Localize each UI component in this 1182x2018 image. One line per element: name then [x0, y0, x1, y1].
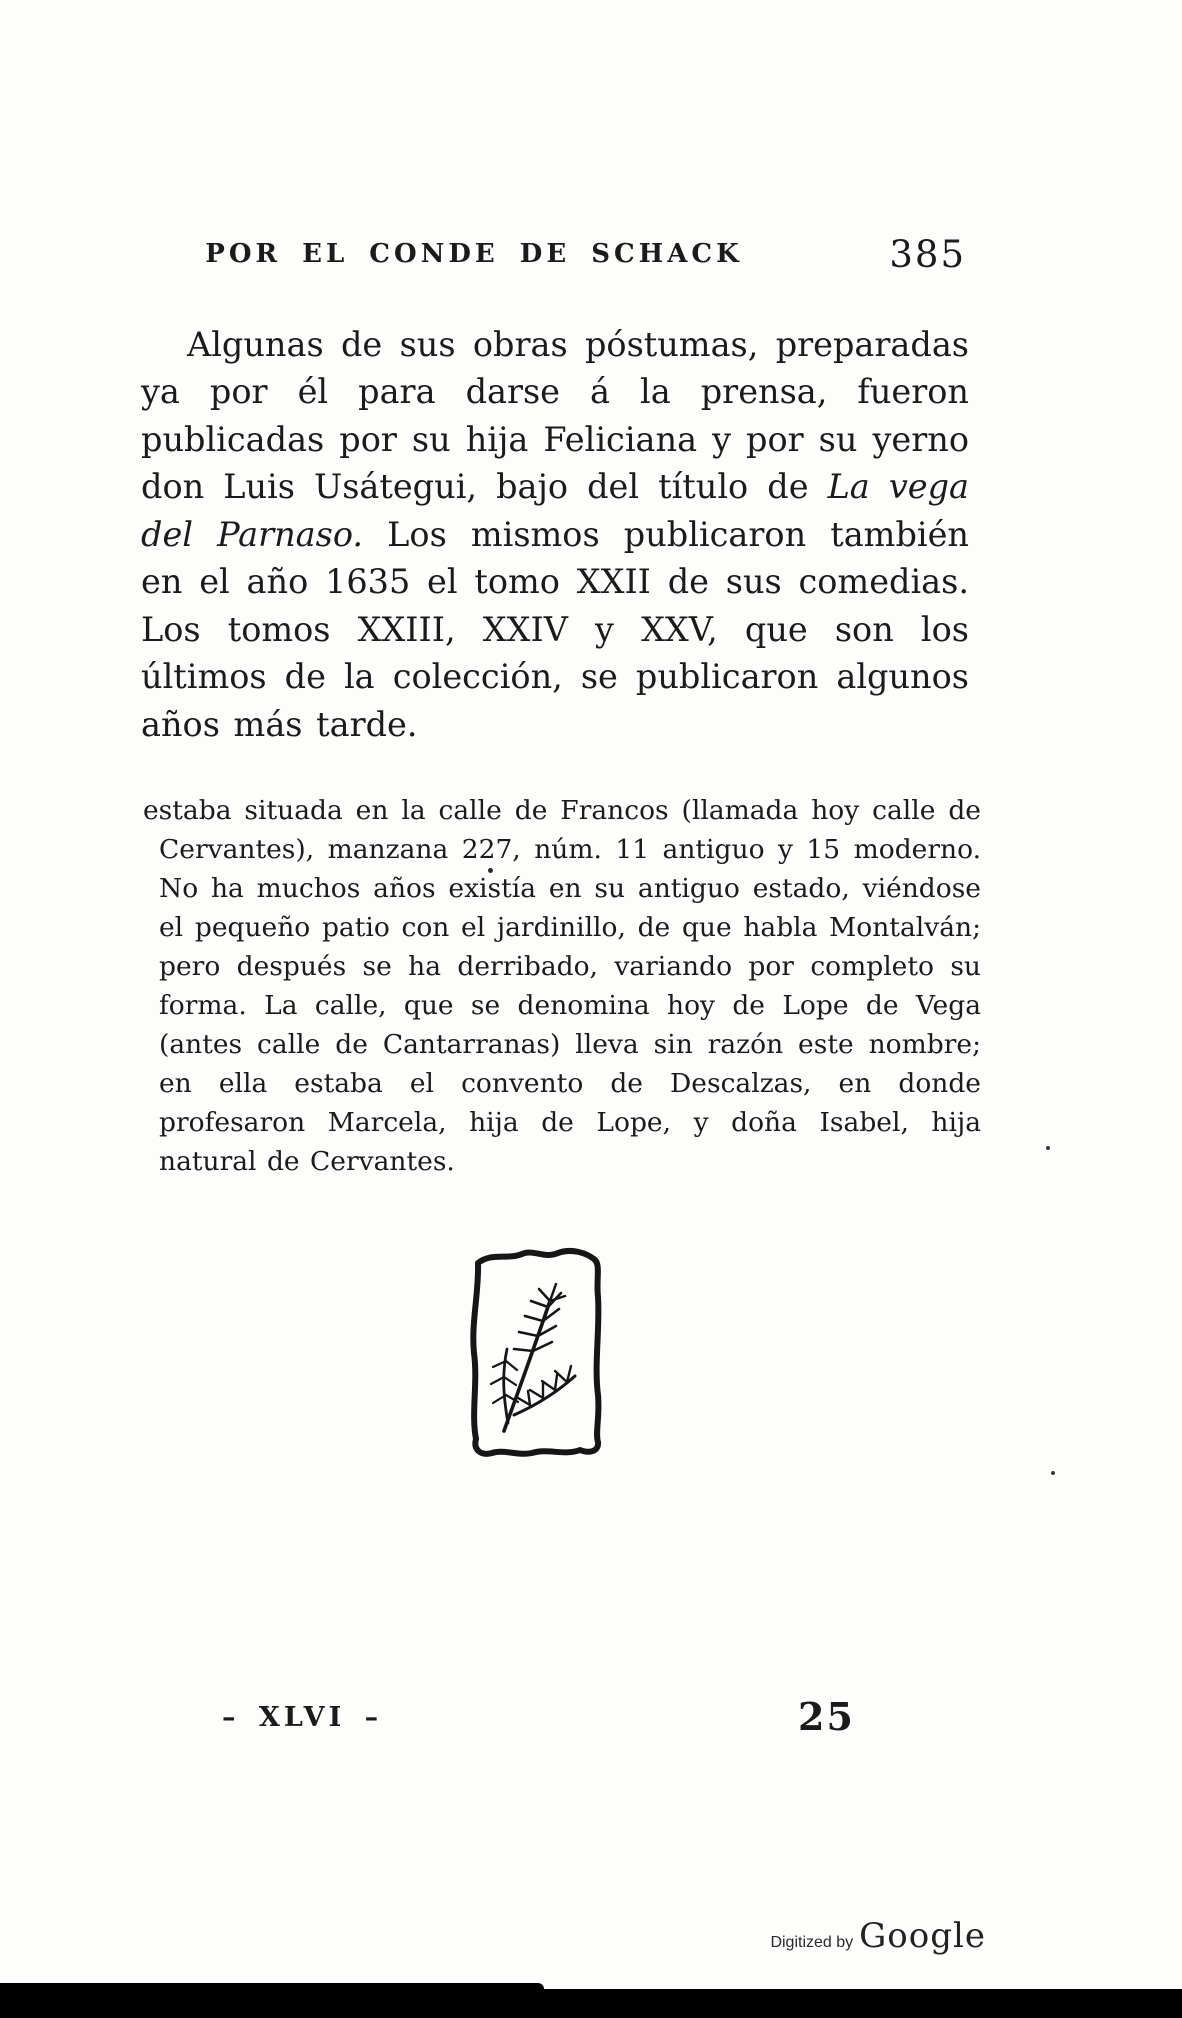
scan-edge-bottom	[0, 1989, 1182, 2018]
ornament-frame	[473, 1251, 598, 1454]
footer-signature: – XLVI –	[222, 1702, 383, 1733]
footnote-text: estaba situada en la calle de Francos (llamada hoy calle de Cervantes), manzana 227, núm. 11 antiguo y 15 moderno. No ha muchos años existía en su antiguo estado, viéndose el pequeño patio con el jardinillo, de que habla Montalván; pero después se ha derribado, variando por completo su forma. La calle, que se denomina hoy de Lope de Vega (antes calle de Cantarranas) lleva sin razón este nombre; en ella estaba el convento de Descalzas, en donde profesaron Marcela, hija de Lope, y doña Isabel, hija natural de Cervantes.	[143, 794, 981, 1177]
scan-speck	[1046, 1146, 1050, 1150]
scan-speck	[1051, 1471, 1055, 1475]
fern-ornament-image	[462, 1243, 612, 1463]
running-title: POR EL CONDE DE SCHACK	[205, 239, 743, 269]
main-paragraph-text-1: Algunas de sus obras póstumas, preparadas ya por él para darse á la prensa, fueron publicadas por su hija Feliciana y por su yerno don Luis Usátegui, bajo del título de	[141, 324, 969, 506]
main-paragraph-text-2: Los mismos publicaron también en el año 1635 el tomo XXII de sus comedias. Los tomos XXIII, XXIV y XXV, que son los últimos de la colección, se publicaron algunos años más tarde.	[141, 514, 969, 744]
main-paragraph-italic-title: La vega del Parnaso.	[141, 467, 969, 554]
page-number-top: 385	[889, 233, 966, 276]
page-header	[140, 233, 968, 277]
ornament-fern-strokes	[491, 1284, 575, 1431]
footer-page-number: 25	[798, 1694, 855, 1739]
scan-speck	[488, 868, 493, 873]
main-paragraph	[141, 321, 969, 749]
fern-ornament	[462, 1243, 612, 1463]
digitized-by-label: Digitized by	[770, 1934, 854, 1951]
digitization-watermark	[770, 1916, 986, 1956]
google-logo: Google	[859, 1916, 986, 1956]
